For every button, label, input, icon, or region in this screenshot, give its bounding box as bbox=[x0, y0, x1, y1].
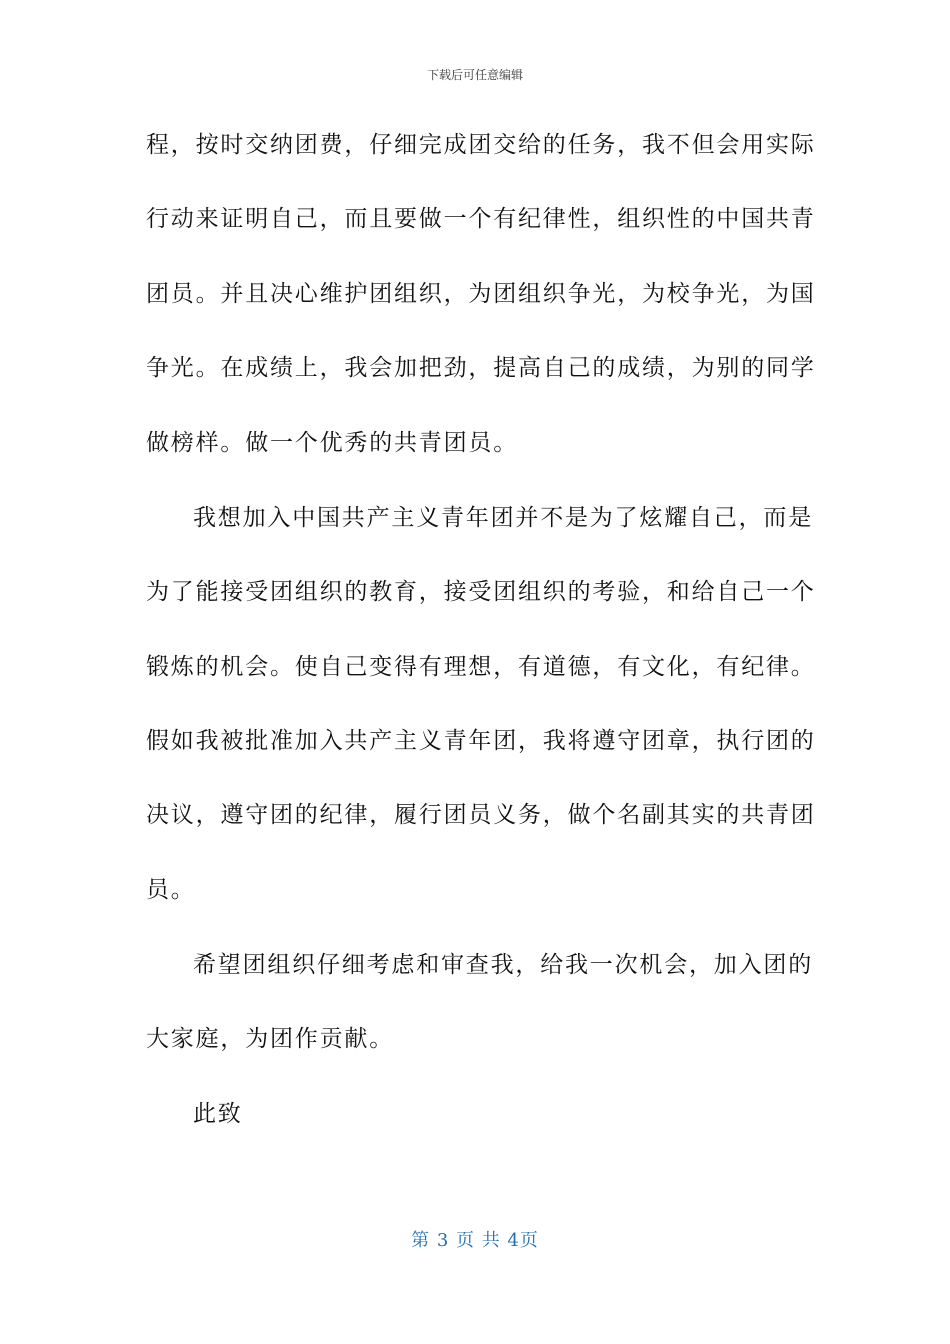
text-line: 大家庭，为团作贡献。 bbox=[146, 1026, 394, 1052]
paragraph-start-line: 希望团组织仔细考虑和审查我，给我一次机会，加入团的 bbox=[193, 952, 813, 978]
closing-salutation: 此致 bbox=[193, 1101, 243, 1127]
page-number-footer: 第 3 页 共 4页 bbox=[411, 1230, 539, 1251]
text-line: 行动来证明自己，而且要做一个有纪律性，组织性的中国共青 bbox=[146, 206, 816, 232]
text-line: 决议，遵守团的纪律，履行团员义务，做个名副其实的共青团 bbox=[146, 802, 816, 828]
text-line: 程，按时交纳团费，仔细完成团交给的任务，我不但会用实际 bbox=[146, 132, 816, 158]
text-line: 为了能接受团组织的教育，接受团组织的考验，和给自己一个 bbox=[146, 579, 816, 605]
text-line: 做榜样。做一个优秀的共青团员。 bbox=[146, 430, 518, 456]
text-line: 争光。在成绩上，我会加把劲，提高自己的成绩，为别的同学 bbox=[146, 355, 816, 381]
paragraph-start-line: 我想加入中国共产主义青年团并不是为了炫耀自己，而是 bbox=[193, 505, 813, 531]
page-header: 下载后可任意编辑 bbox=[426, 68, 523, 82]
text-line: 锻炼的机会。使自己变得有理想，有道德，有文化，有纪律。 bbox=[146, 654, 816, 680]
text-line: 团员。并且决心维护团组织，为团组织争光，为校争光，为国 bbox=[146, 281, 816, 307]
text-line: 假如我被批准加入共产主义青年团，我将遵守团章，执行团的 bbox=[146, 728, 816, 754]
text-line: 员。 bbox=[146, 877, 196, 903]
